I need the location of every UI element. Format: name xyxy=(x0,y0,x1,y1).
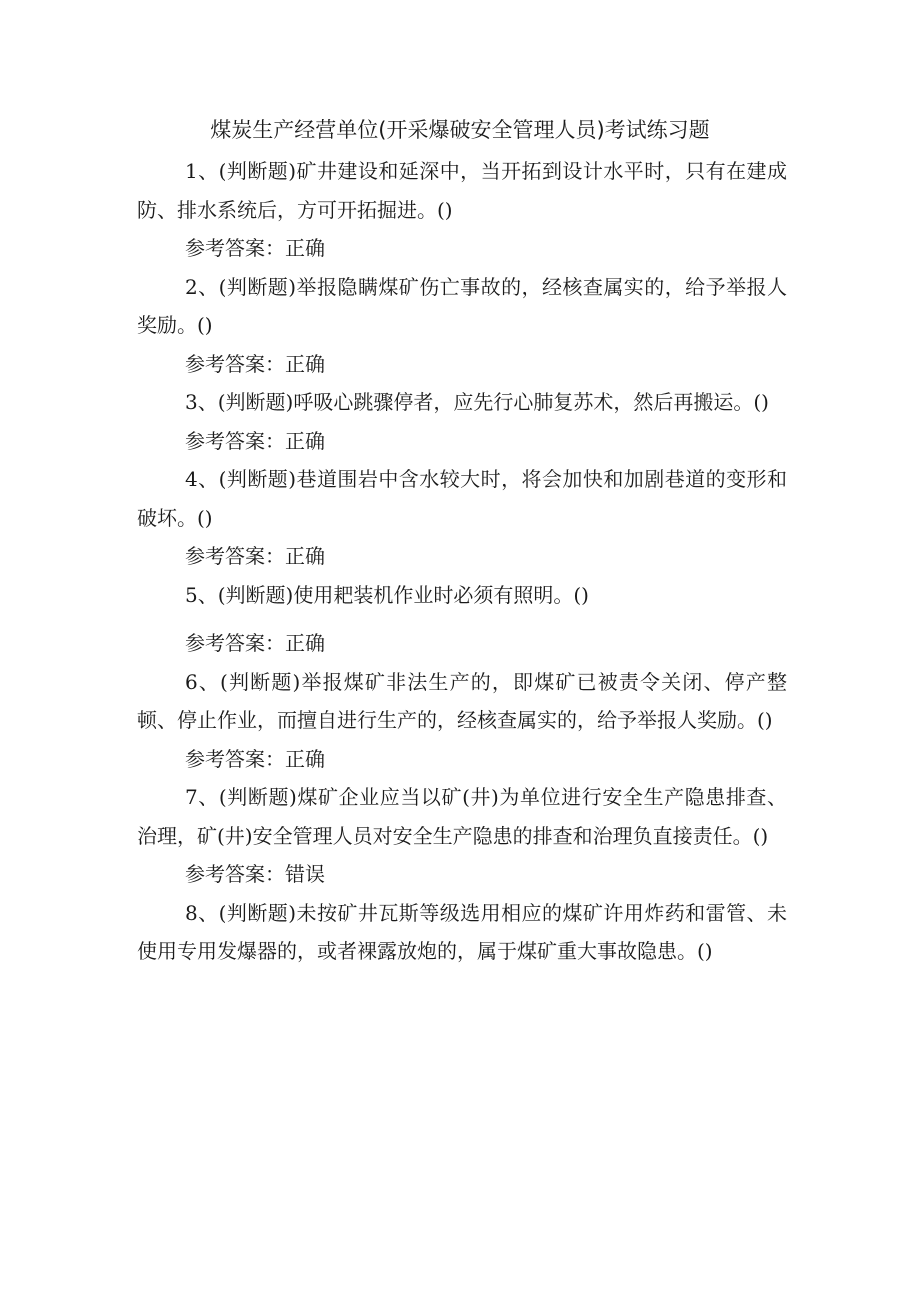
question-list xyxy=(137,152,787,971)
document-title: 煤炭生产经营单位(开采爆破安全管理人员)考试练习题 xyxy=(210,118,710,142)
question-2: 2、(判断题)举报隐瞒煤矿伤亡事故的，经核查属实的，给予举报人奖励。() xyxy=(137,274,787,337)
question-3: 3、(判断题)呼吸心跳骤停者，应先行心肺复苏术，然后再搬运。() xyxy=(185,390,769,414)
answer-1: 参考答案：正确 xyxy=(185,236,325,260)
question-8: 8、(判断题)未按矿井瓦斯等级选用相应的煤矿许用炸药和雷管、未使用专用发爆器的，或者裸露放炮的，属于煤矿重大事故隐患。() xyxy=(137,900,787,963)
question-6: 6、(判断题)举报煤矿非法生产的，即煤矿已被责令关闭、停产整顿、停止作业，而擅自进行生产的，经核查属实的，给予举报人奖励。() xyxy=(137,669,787,732)
answer-7: 参考答案：错误 xyxy=(185,862,325,886)
answer-6: 参考答案：正确 xyxy=(185,746,325,771)
answer-2: 参考答案：正确 xyxy=(185,351,325,376)
answer-4: 参考答案：正确 xyxy=(185,544,325,568)
question-7: 7、(判断题)煤矿企业应当以矿(井)为单位进行安全生产隐患排查、治理，矿(井)安全管理人员对安全生产隐患的排查和治理负直接责任。() xyxy=(137,785,787,848)
question-1: 1、(判断题)矿井建设和延深中，当开拓到设计水平时，只有在建成防、排水系统后，方可开拓掘进。() xyxy=(137,159,787,222)
question-4: 4、(判断题)巷道围岩中含水较大时，将会加快和加剧巷道的变形和破坏。() xyxy=(137,467,787,530)
answer-5: 参考答案：正确 xyxy=(185,631,325,655)
question-5: 5、(判断题)使用耙装机作业时必须有照明。() xyxy=(185,582,589,607)
answer-3: 参考答案：正确 xyxy=(185,428,325,453)
